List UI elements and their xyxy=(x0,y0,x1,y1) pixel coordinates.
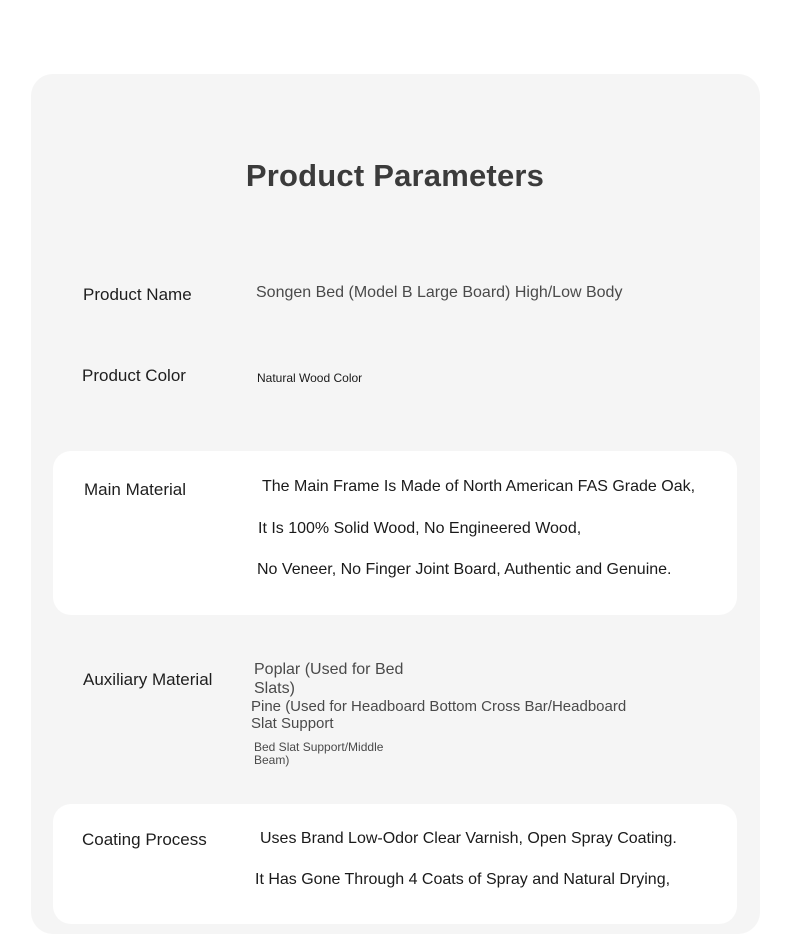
auxiliary-material-item: Poplar (Used for Bed Slats) xyxy=(254,661,404,697)
page-title: Product Parameters xyxy=(245,158,545,193)
coating-process-panel xyxy=(53,804,737,924)
main-material-line: The Main Frame Is Made of North American FAS Grade Oak, xyxy=(262,478,696,495)
coating-process-label: Coating Process xyxy=(82,830,207,849)
product-name-label: Product Name xyxy=(83,285,192,304)
product-color-value: Natural Wood Color xyxy=(257,371,363,385)
auxiliary-material-item: Pine (Used for Headboard Bottom Cross Bar/Headboard Slat Support xyxy=(251,698,627,732)
main-material-line: No Veneer, No Finger Joint Board, Authentic and Genuine. xyxy=(257,561,672,578)
main-material-label: Main Material xyxy=(84,480,187,499)
product-name-value: Songen Bed (Model B Large Board) High/Low Body xyxy=(256,284,623,301)
auxiliary-material-item: Bed Slat Support/Middle Beam) xyxy=(254,740,384,767)
auxiliary-material-label: Auxiliary Material xyxy=(83,670,213,689)
main-material-line: It Is 100% Solid Wood, No Engineered Wood, xyxy=(258,520,582,537)
coating-process-line: It Has Gone Through 4 Coats of Spray and Natural Drying, xyxy=(255,871,671,888)
coating-process-line: Uses Brand Low-Odor Clear Varnish, Open Spray Coating. xyxy=(260,830,677,847)
product-color-label: Product Color xyxy=(82,366,186,385)
